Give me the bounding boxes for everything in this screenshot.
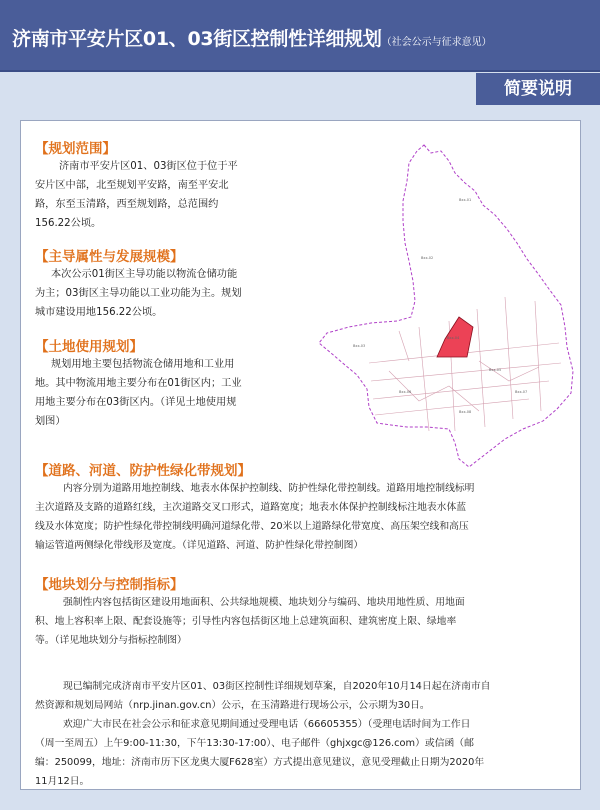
notice-paragraph-1: 现已编制完成济南市平安片区01、03街区控制性详细规划草案，自2020年10月14日起在济南市自 然资源和规划局网站（nrp.jinan.gov.cn）公示，在玉清路进行现场公示，公示期为30日。 [35,681,491,711]
section-body-function: 本次公示01街区主导功能以物流仓储功能 为主；03街区主导功能以工业功能为主。规划 城市建设用地156.22公顷。 [35,269,242,318]
content-panel [20,120,581,790]
page-subtitle: （社会公示与征求意见） [381,37,492,48]
page-title: 济南市平安片区01、03街区控制性详细规划（社会公示与征求意见） [12,28,492,50]
parcel-label: Bxx-01 [459,198,472,202]
section-body-parcels: 强制性内容包括街区建设用地面积、公共绿地规模、地块划分与编码、地块用地性质、用地面 积、地上容积率上限、配套设施等；引导性内容包括街区地上总建筑面积、建筑密度上限、绿地率 等。（详见地块划分与指标控制图） [35,597,465,646]
notice-paragraph-2: 欢迎广大市民在社会公示和征求意见期间通过受理电话（66605355）（受理电话时间为工作日 （周一至周五）上午9:00-11:30，下午13:30-17:00）、电子邮件（ghjxgc@126.com）或信函（邮 编：250099，地址：济南市历下区龙奥大厦F628室）方式提出意见建议，意见受理截止日期为2020年 11月12日。 [35,719,485,787]
section-title-landuse: 【土地使用规划】 [35,339,143,355]
parcel-label: Bxx-08 [459,410,472,414]
header-banner [0,0,600,72]
parcel-label: Bxx-02 [421,256,434,260]
section-label: 简要说明 [476,73,600,105]
section-title-parcels: 【地块划分与控制指标】 [35,577,184,593]
section-title-roads: 【道路、河道、防护性绿化带规划】 [35,463,251,479]
district-boundary [319,145,573,467]
section-title-function: 【主导属性与发展规模】 [35,249,184,265]
section-body-roads: 内容分别为道路用地控制线、地表水体保护控制线、防护性绿化带控制线。道路用地控制线标明 主次道路及支路的道路红线，主次道路交叉口形式，道路宽度；地表水体保护控制线标注地表水体蓝 线及水体宽度；防护性绿化带控制线明确河道绿化带、20米以上道路绿化带宽度、高压架空线和高压 输运管道两侧绿化带线形及宽度。（详见道路、河道、防护性绿化带控制图） [35,483,475,551]
section-body-scope: 济南市平安片区01、03街区位于位于平 安片区中部，北至规划平安路，南至平安北 路，东至玉清路，西至规划路，总范围约 156.22公顷。 [35,161,238,229]
section-body-landuse: 规划用地主要包括物流仓储用地和工业用 地。其中物流用地主要分布在01街区内；工业 用地主要分布在03街区内。（详见土地使用规 划图） [35,359,242,427]
section-title-scope: 【规划范围】 [35,141,116,157]
parcel-label: Bxx-03 [353,344,366,348]
planning-map [309,131,575,471]
parcel-label: Bxx-05 [489,368,502,372]
parcel-label: Bxx-04 [447,336,460,340]
parcel-label: Bxx-06 [399,390,412,394]
parcel-label: Bxx-07 [515,390,528,394]
section-bar [0,73,600,105]
